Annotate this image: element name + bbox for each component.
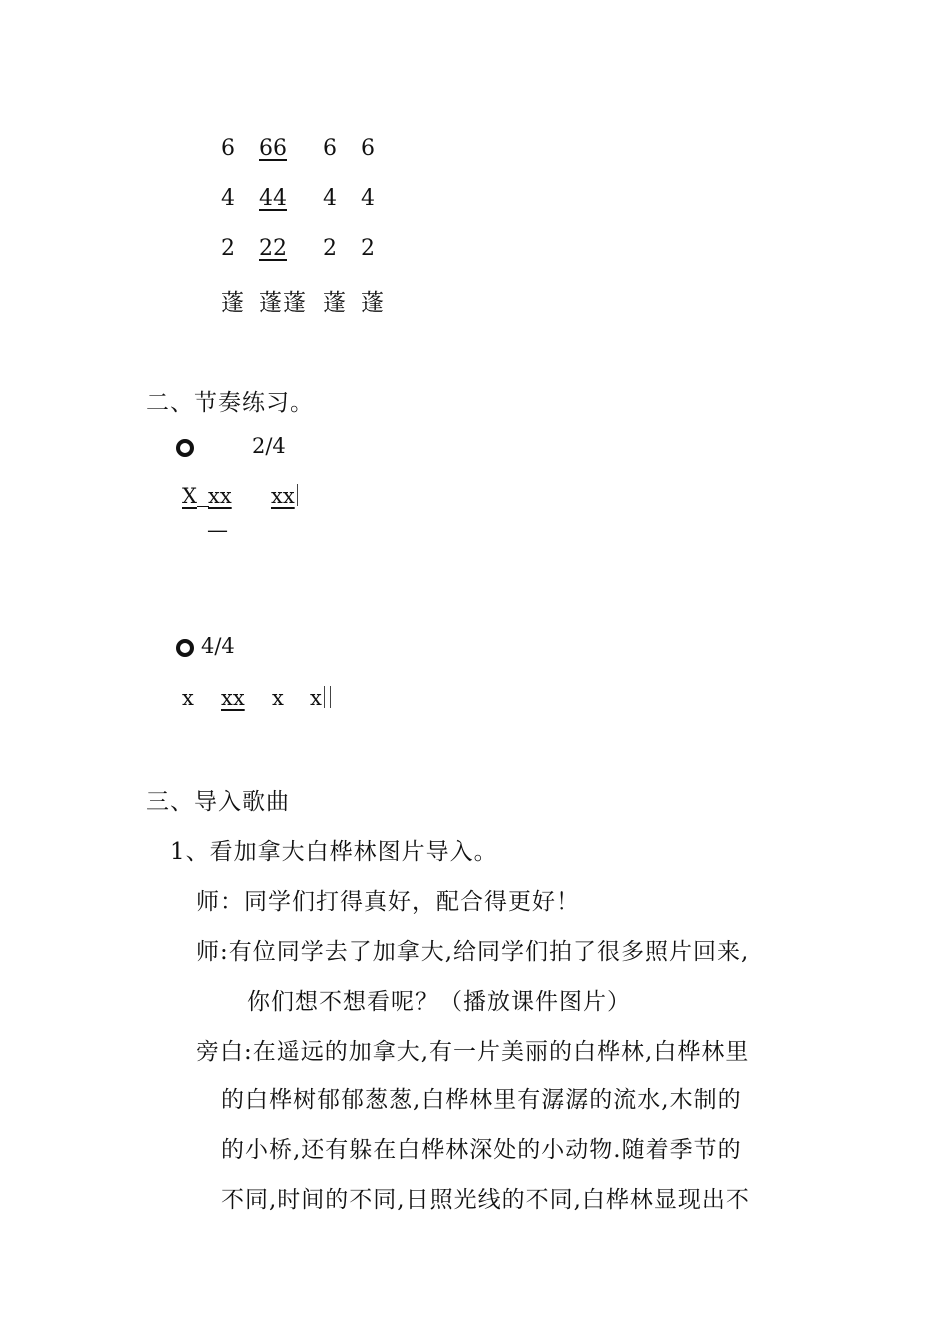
chord-note: 2: [221, 236, 235, 261]
chord-note: 2: [323, 236, 337, 261]
chord-note-beamed: 44: [259, 186, 287, 211]
paragraph-line: 不同,时间的不同,日照光线的不同,白桦林显现出不: [221, 1187, 750, 1213]
chord-note: 4: [323, 186, 337, 211]
bullet-circle-icon: [176, 439, 194, 457]
chord-note: 2: [361, 236, 375, 261]
time-signature: 4/4: [201, 634, 235, 658]
barline: [324, 686, 325, 708]
rhythm-note: xx: [221, 686, 245, 710]
section-heading: 三、导入歌曲: [146, 789, 290, 815]
chord-note: 4: [221, 186, 235, 211]
chord-note: 6: [361, 136, 375, 161]
section-heading: 二、节奏练习。: [146, 390, 314, 416]
time-signature: 2/4: [252, 434, 286, 458]
chord-note: 6: [221, 136, 235, 161]
rhythm-note: xx: [208, 484, 232, 508]
paragraph-line: 旁白:在遥远的加拿大,有一片美丽的白桦林,白桦林里: [196, 1039, 750, 1065]
paragraph-line: 师：同学们打得真好，配合得更好！: [196, 889, 580, 915]
rhythm-note: x: [310, 686, 322, 710]
rhythm-note: X: [182, 484, 197, 508]
bullet-circle-icon: [176, 639, 194, 657]
rhythm-note: x: [182, 686, 194, 710]
lyric-syllable: 蓬蓬: [259, 290, 307, 316]
lyric-syllable: 蓬: [323, 290, 347, 316]
list-item: 1、看加拿大白桦林图片导入。: [170, 839, 498, 865]
rhythm-note: xx: [271, 484, 295, 508]
tie-dash: —: [207, 518, 228, 542]
chord-note: 4: [361, 186, 375, 211]
paragraph-line: 你们想不想看呢？（播放课件图片）: [247, 989, 631, 1015]
lyric-syllable: 蓬: [361, 290, 385, 316]
chord-note-beamed: 22: [259, 236, 287, 261]
barline: [330, 686, 331, 708]
rhythm-note: x: [272, 686, 284, 710]
paragraph-line: 的白桦树郁郁葱葱,白桦林里有潺潺的流水,木制的: [221, 1087, 742, 1113]
chord-note: 6: [323, 136, 337, 161]
lyric-syllable: 蓬: [221, 290, 245, 316]
barline: [297, 484, 298, 506]
paragraph-line: 师:有位同学去了加拿大,给同学们拍了很多照片回来,: [196, 939, 750, 965]
paragraph-line: 的小桥,还有躲在白桦林深处的小动物.随着季节的: [221, 1137, 742, 1163]
chord-note-beamed: 66: [259, 136, 287, 161]
